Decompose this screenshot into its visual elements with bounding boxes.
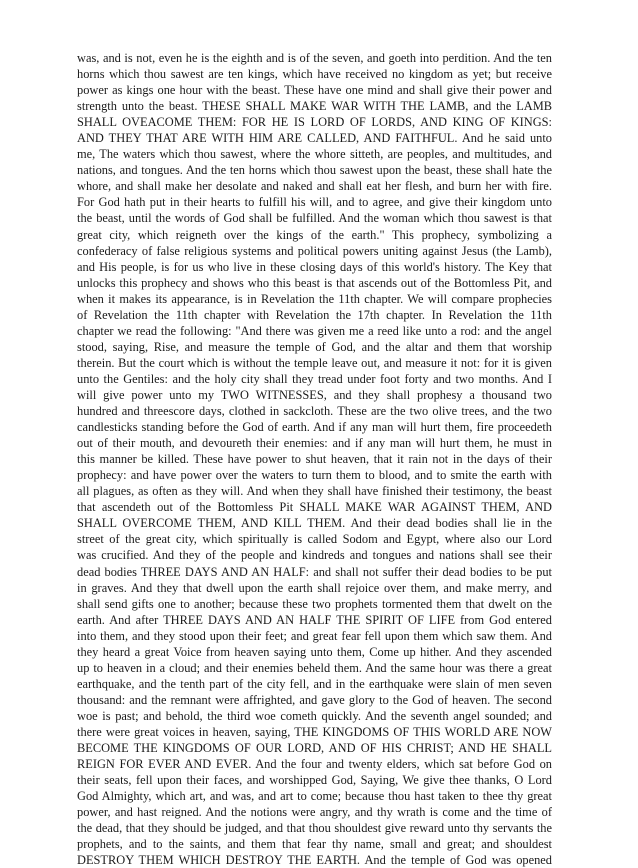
text-line: REIGN FOR EVER AND EVER. And the four and twenty elders, which sat before God on <box>77 757 552 772</box>
text-line: that ascendeth out of the Bottomless Pit SHALL MAKE WAR AGAINST THEM, AND <box>77 500 552 515</box>
text-line: candlesticks standing before the God of earth. And if any man will hurt them, fire proceedeth <box>77 420 552 435</box>
text-line: AND THEY THAT ARE WITH HIM ARE CALLED, AND FAITHFUL. And he said unto <box>77 131 552 146</box>
text-line: this manner be killed. These have power to shut heaven, that it rain not in the days of their <box>77 452 552 467</box>
text-line: me, The waters which thou sawest, where the whore sitteth, are peoples, and multitudes, and <box>77 147 552 162</box>
text-line: woe is past; and behold, the third woe cometh quickly. And the seventh angel sounded; and <box>77 708 552 723</box>
text-line: the dead, that they should be judged, and that thou shouldest give reward unto thy servants the <box>77 821 552 836</box>
text-line: up to heaven in a cloud; and their enemies beheld them. And the same hour was there a great <box>77 660 552 675</box>
text-line: For God hath put in their hearts to fulfill his will, and to agree, and give their kingdom unto <box>77 195 552 210</box>
text-line: earth. And after THREE DAYS AND AN HALF THE SPIRIT OF LIFE from God entered <box>77 612 552 627</box>
text-line: BECOME THE KINGDOMS OF OUR LORD, AND OF HIS CHRIST; AND HE SHALL <box>77 741 552 756</box>
text-line: there were great voices in heaven, saying, THE KINGDOMS OF THIS WORLD ARE NOW <box>77 724 552 739</box>
text-line: earthquake, and the tenth part of the city fell, and in the earthquake were slain of men seven <box>77 676 552 691</box>
text-line: will give power unto my TWO WITNESSES, and they shall prophesy a thousand two <box>77 387 552 402</box>
text-line: their seats, fell upon their faces, and worshipped God, Saying, We give thee thanks, O Lord <box>77 773 552 788</box>
text-line: stood, saying, Rise, and measure the temple of God, and the altar and them that worship <box>77 339 552 354</box>
text-line: was, and is not, even he is the eighth and is of the seven, and goeth into perdition. And the ten <box>77 51 552 65</box>
text-line: strength unto the beast. THESE SHALL MAKE WAR WITH THE LAMB, and the LAMB <box>77 99 552 114</box>
text-line: nations, and tongues. And the ten horns which thou sawest upon the beast, these shall hate the <box>77 163 552 178</box>
text-line: hundred and threescore days, clothed in sackcloth. These are the two olive trees, and the two <box>77 404 552 419</box>
text-line: prophecy: and have power over the waters to turn them to blood, and to smite the earth with <box>77 468 552 483</box>
text-line: shall send gifts one to another; because these two prophets tormented them that dwelt on the <box>77 596 552 611</box>
text-line: and His people, is for us who live in these closing days of this world's history. The Key that <box>77 259 552 274</box>
text-line: power as kings one hour with the beast. These have one mind and shall give their power and <box>77 83 552 98</box>
text-line: of Revelation the 11th chapter with Revelation the 17th chapter. In Revelation the 11th <box>77 307 552 322</box>
text-line: dead bodies THREE DAYS AND AN HALF: and shall not suffer their dead bodies to be put <box>77 564 552 579</box>
text-line: into them, and they stood upon their feet; and great fear fell upon them which saw them. And <box>77 628 552 643</box>
text-line: street of the great city, which spiritually is called Sodom and Egypt, where also our Lord <box>77 532 552 547</box>
text-line: the beast, until the words of God shall be fulfilled. And the woman which thou sawest is that <box>77 211 552 226</box>
text-line: was crucified. And they of the people and kindreds and tongues and nations shall see their <box>77 548 552 563</box>
text-line: DESTROY THEM WHICH DESTROY THE EARTH. And the temple of God was opened <box>77 853 552 868</box>
text-line: therein. But the court which is without the temple leave out, and measure it not: for it is given <box>77 355 552 370</box>
text-line: great city, which reigneth over the kings of the earth." This prophecy, symbolizing a <box>77 227 552 242</box>
text-line: when it makes its appearance, is in Revelation the 11th chapter. We will compare prophecies <box>77 291 552 306</box>
text-line: thousand: and the remnant were affrighted, and gave glory to the God of heaven. The second <box>77 692 552 707</box>
text-line: power, and hast reigned. And the notions were angry, and thy wrath is come and the time of <box>77 805 552 820</box>
text-line: out of their mouth, and devoureth their enemies: and if any man will hurt them, he must in <box>77 436 552 451</box>
text-line: SHALL OVEACOME THEM: FOR HE IS LORD OF LORDS, AND KING OF KINGS: <box>77 115 552 130</box>
text-line: horns which thou sawest are ten kings, which have received no kingdom as yet; but receive <box>77 67 552 82</box>
text-line: SHALL OVERCOME THEM, AND KILL THEM. And their dead bodies shall lie in the <box>77 516 552 531</box>
text-line: unto the Gentiles: and the holy city shall they tread under foot forty and two months. And I <box>77 371 552 386</box>
text-line: whore, and shall make her desolate and naked and shall eat her flesh, and burn her with fire. <box>77 179 552 194</box>
body-text <box>77 50 552 868</box>
text-line: prophets, and to the saints, and them that fear thy name, small and great; and shouldest <box>77 837 552 852</box>
text-line: unlocks this prophecy and shows who this beast is that ascends out of the Bottomless Pit, and <box>77 275 552 290</box>
text-line: God Almighty, which art, and was, and art to come; because thou hast taken to thee thy great <box>77 789 552 804</box>
text-line: confederacy of false religious systems and political powers uniting against Jesus (the Lamb), <box>77 243 552 258</box>
text-line: they heard a great Voice from heaven saying unto them, Come up hither. And they ascended <box>77 644 552 659</box>
text-line: chapter we read the following: "And there was given me a reed like unto a rod: and the angel <box>77 323 552 338</box>
text-line: in graves. And they that dwell upon the earth shall rejoice over them, and make merry, and <box>77 580 552 595</box>
text-line: all plagues, as often as they will. And when they shall have finished their testimony, the beast <box>77 484 552 499</box>
